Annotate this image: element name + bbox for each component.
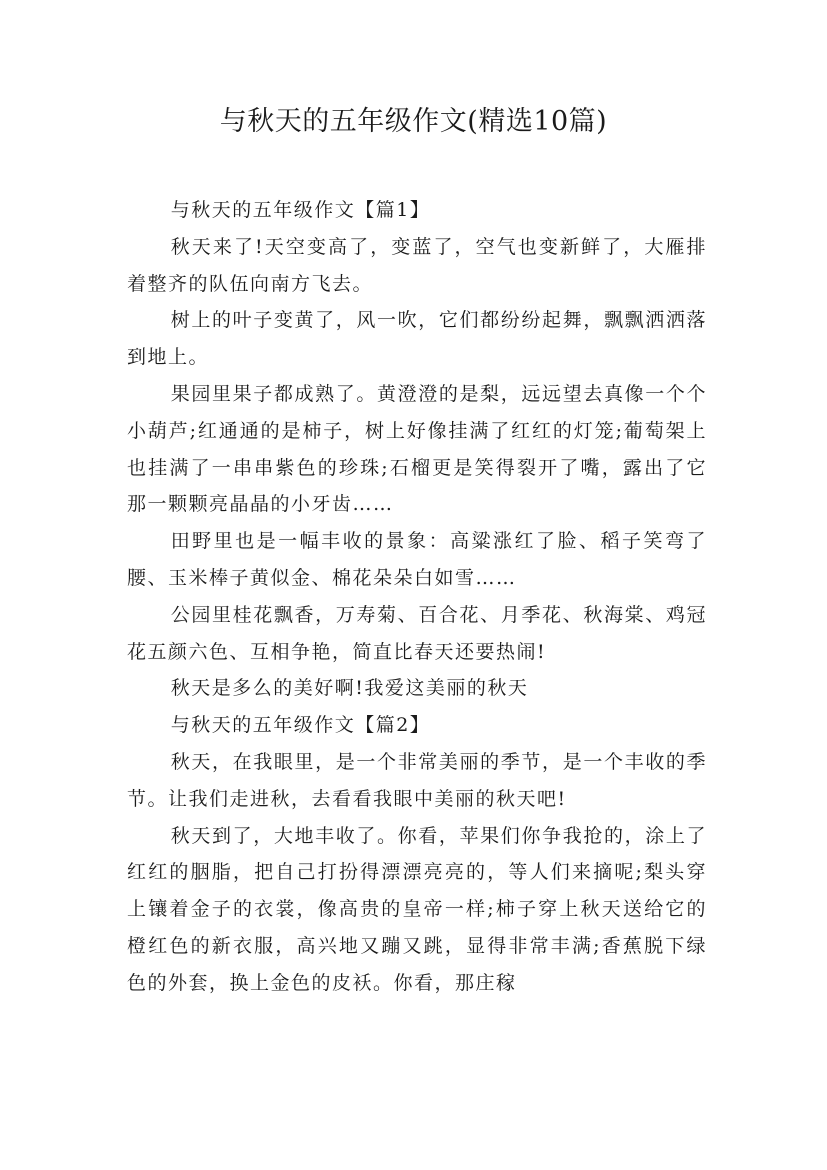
paragraph: 秋天，在我眼里，是一个非常美丽的季节，是一个丰收的季节。让我们走进秋，去看看我眼中美丽的秋天吧!: [127, 750, 707, 810]
paragraph: 田野里也是一幅丰收的景象：高粱涨红了脸、稻子笑弯了腰、玉米棒子黄似金、棉花朵朵白如雪……: [127, 530, 707, 589]
document-title: 与秋天的五年级作文(精选10篇): [219, 106, 608, 137]
paragraph: 公园里桂花飘香，万寿菊、百合花、月季花、秋海棠、鸡冠花五颜六色、互相争艳，简直比春天还要热闹!: [127, 603, 707, 663]
paragraph: 秋天到了，大地丰收了。你看，苹果们你争我抢的，涂上了红红的胭脂，把自己打扮得漂漂亮亮的，等人们来摘呢;梨头穿上镶着金子的衣裳，像高贵的皇帝一样;柿子穿上秋天送给它的橙红色的新衣服，高兴地又蹦又跳，显得非常丰满;香蕉脱下绿色的外套，换上金色的皮袄。你看，那庄稼: [127, 824, 707, 994]
document-body: [127, 192, 707, 1002]
section-heading-2: 与秋天的五年级作文【篇2】: [170, 714, 431, 737]
section-heading-1: 与秋天的五年级作文【篇1】: [170, 199, 431, 221]
paragraph: 树上的叶子变黄了，风一吹，它们都纷纷起舞，飘飘洒洒落到地上。: [127, 309, 707, 369]
paragraph: 秋天来了!天空变高了，变蓝了，空气也变新鲜了，大雁排着整齐的队伍向南方飞去。: [127, 235, 707, 295]
paragraph: 秋天是多么的美好啊!我爱这美丽的秋天: [170, 677, 529, 700]
paragraph: 果园里果子都成熟了。黄澄澄的是梨，远远望去真像一个个小葫芦;红通通的是柿子，树上好像挂满了红红的灯笼;葡萄架上也挂满了一串串紫色的珍珠;石榴更是笑得裂开了嘴，露出了它那一颗颗亮晶晶的小牙齿……: [127, 382, 707, 516]
